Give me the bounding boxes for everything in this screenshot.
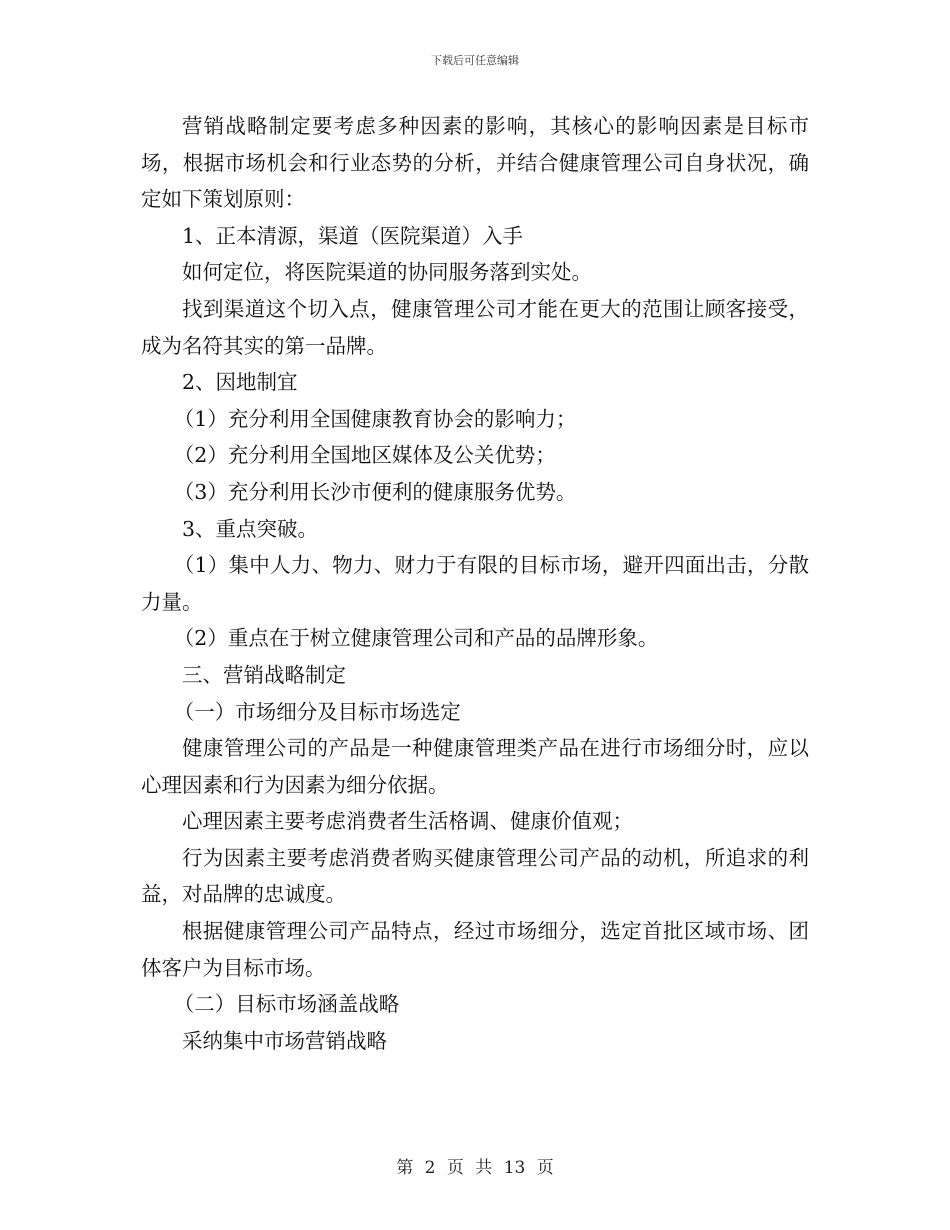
paragraph: 健康管理公司的产品是一种健康管理类产品在进行市场细分时，应以心理因素和行为因素为细分依据。	[141, 736, 809, 797]
paragraph: （1）集中人力、物力、财力于有限的目标市场，避开四面出击，分散力量。	[141, 553, 809, 614]
subsection-heading: （二）目标市场涵盖战略	[173, 992, 400, 1017]
page-header-note: 下载后可任意编辑	[431, 54, 519, 67]
paragraph: 找到渠道这个切入点，健康管理公司才能在更大的范围让顾客接受，成为名符其实的第一品牌。	[141, 296, 809, 358]
section-heading: 三、营销战略制定	[182, 662, 346, 687]
subsection-heading: （一）市场细分及目标市场选定	[173, 699, 461, 724]
paragraph: 心理因素主要考虑消费者生活格调、健康价值观；	[182, 809, 633, 834]
paragraph: 采纳集中市场营销战略	[182, 1028, 387, 1053]
paragraph: （2）重点在于树立健康管理公司和产品的品牌形象。	[173, 626, 659, 651]
paragraph: 根据健康管理公司产品特点，经过市场细分，选定首批区域市场、团体客户为目标市场。	[141, 919, 809, 980]
paragraph: 如何定位，将医院渠道的协同服务落到实处。	[182, 260, 592, 285]
paragraph: 行为因素主要考虑消费者购买健康管理公司产品的动机，所追求的利益，对品牌的忠诚度。	[141, 845, 809, 907]
document-body	[141, 108, 809, 1059]
paragraph: （3）充分利用长沙市便利的健康服务优势。	[173, 479, 577, 504]
paragraph: 营销战略制定要考虑多种因素的影响，其核心的影响因素是目标市场，根据市场机会和行业态势的分析，并结合健康管理公司自身状况，确定如下策划原则：	[141, 114, 809, 212]
paragraph: 3、重点突破。	[182, 516, 319, 541]
paragraph: （1）充分利用全国健康教育协会的影响力；	[173, 406, 577, 431]
paragraph: 2、因地制宜	[182, 370, 298, 395]
paragraph: （2）充分利用全国地区媒体及公关优势；	[173, 443, 556, 468]
paragraph: 1、正本清源，渠道（医院渠道）入手	[182, 223, 524, 248]
page-number: 第 2 页 共 13 页	[396, 1158, 554, 1178]
